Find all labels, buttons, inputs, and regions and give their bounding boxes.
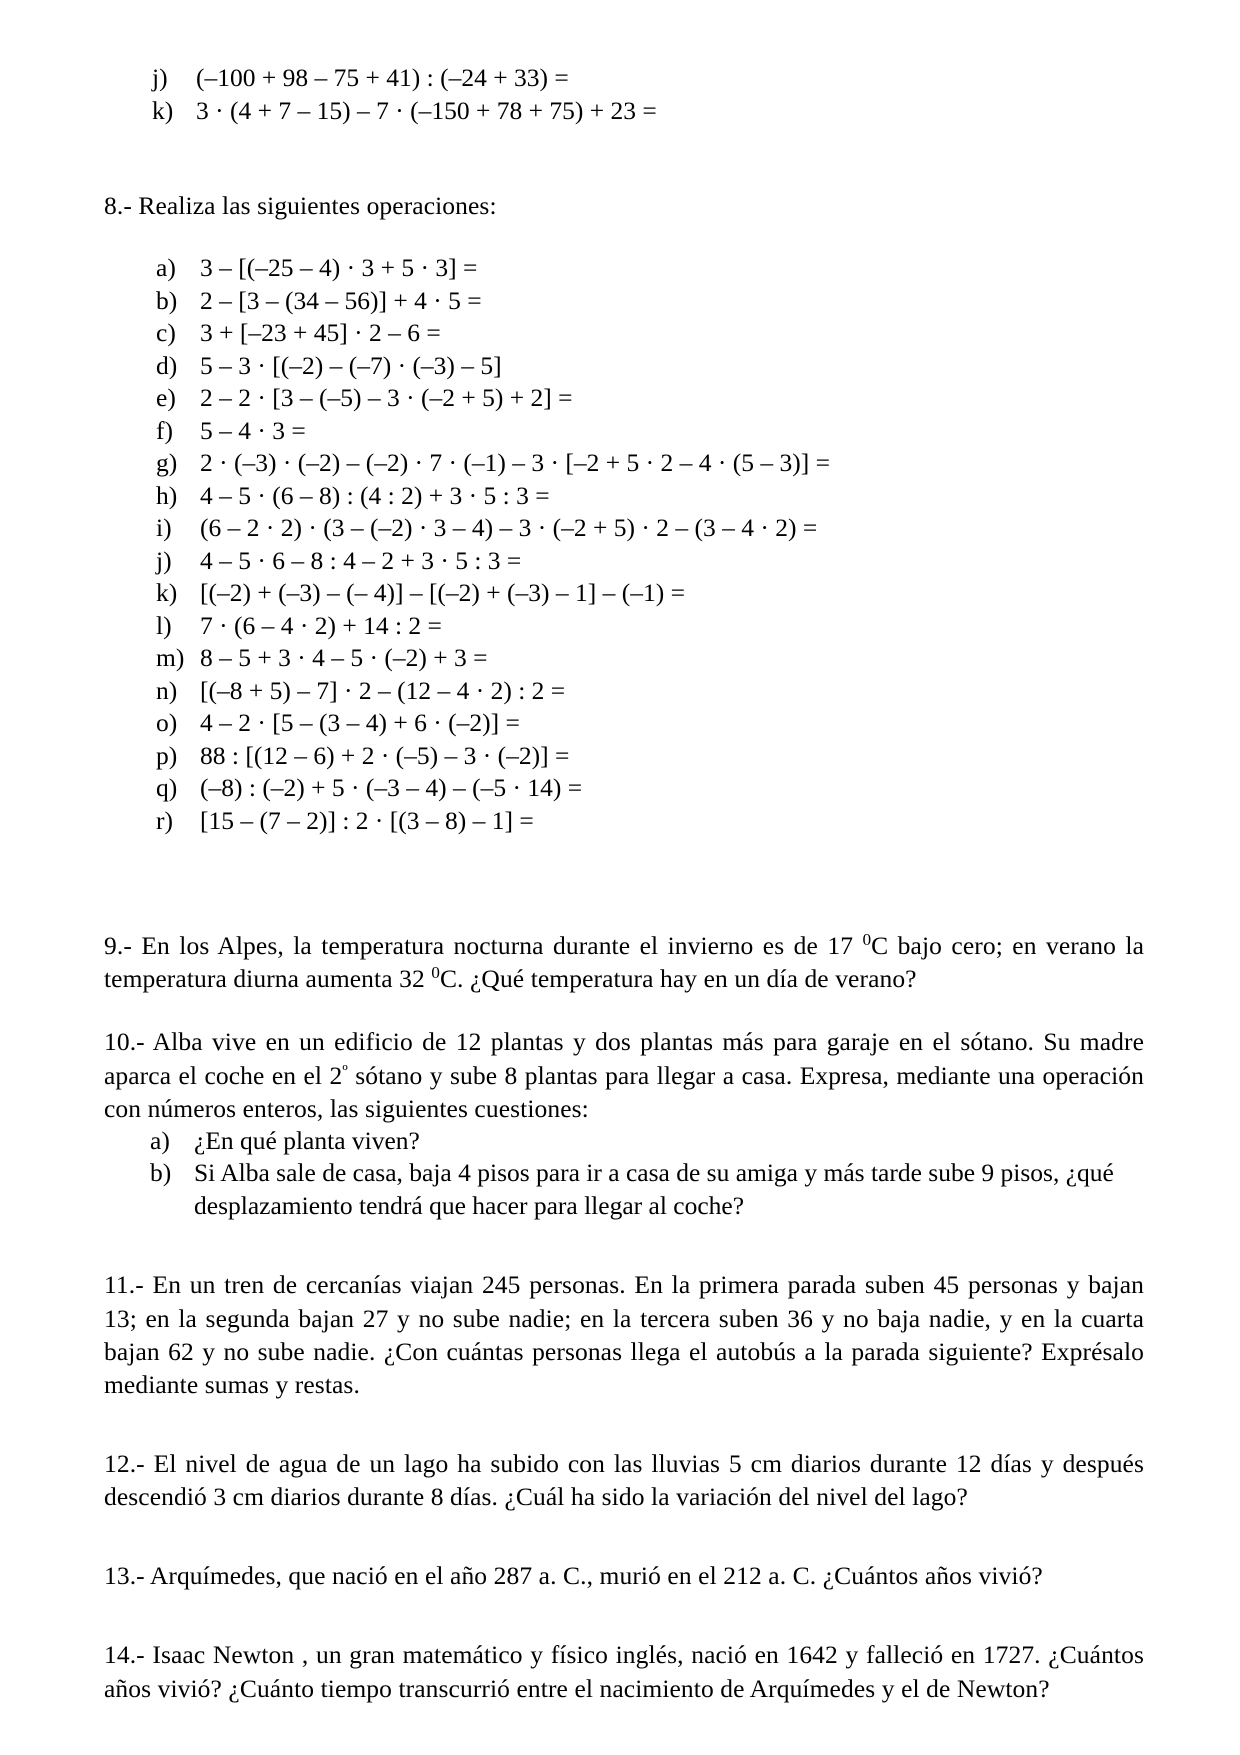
list-item-marker: b) [156, 285, 178, 315]
list-item [150, 1157, 1144, 1222]
exercise-9-part1: 9.- En los Alpes, la temperatura nocturna durante el invierno es de 17 [104, 931, 863, 961]
spacer [104, 837, 1144, 899]
list-item [156, 772, 1144, 805]
list-item-text: 3 – [(–25 – 4) · 3 + 5 · 3] = [200, 253, 478, 283]
list-item-marker: k) [152, 95, 174, 125]
exercise-10-item-list [104, 1125, 1144, 1223]
list-item [156, 285, 1144, 318]
list-item-text: 4 – 2 · [5 – (3 – 4) + 6 · (–2)] = [200, 708, 520, 738]
list-item [156, 252, 1144, 285]
list-item-text: [15 – (7 – 2)] : 2 · [(3 – 8) – 1] = [200, 805, 534, 835]
list-item [156, 675, 1144, 708]
list-item-marker: j) [156, 545, 172, 575]
list-item [156, 610, 1144, 643]
list-item-marker: m) [156, 643, 185, 673]
list-item [156, 382, 1144, 415]
ordinal-indicator: º [342, 1061, 348, 1081]
list-item-text: (–100 + 98 – 75 + 41) : (–24 + 33) = [196, 63, 569, 92]
list-item [150, 1125, 1144, 1158]
list-item-text: ¿En qué planta viven? [194, 1125, 420, 1155]
spacer [104, 127, 1144, 189]
list-item [156, 577, 1144, 610]
list-item-marker: o) [156, 708, 178, 738]
list-item-text: 7 · (6 – 4 · 2) + 14 : 2 = [200, 610, 442, 640]
list-item-marker: q) [156, 773, 178, 803]
list-item-marker: l) [156, 610, 172, 640]
spacer [104, 899, 1144, 929]
spacer [104, 995, 1144, 1025]
list-item-text: (–8) : (–2) + 5 · (–3 – 4) – (–5 · 14) = [200, 773, 583, 803]
list-item-text: 3 + [–23 + 45] · 2 – 6 = [200, 318, 441, 348]
list-item [152, 62, 1144, 95]
list-item [156, 317, 1144, 350]
list-item-text: [(–2) + (–3) – (– 4)] – [(–2) + (–3) – 1] – (–1) = [200, 578, 686, 608]
exercise-10-intro [104, 1025, 1144, 1124]
list-item-text: 5 – 3 · [(–2) – (–7) · (–3) – 5] [200, 350, 502, 380]
spacer [104, 1592, 1144, 1638]
exercise-8-item-list [104, 252, 1144, 837]
list-item [156, 350, 1144, 383]
list-item-marker: a) [150, 1125, 170, 1155]
exercise-9-part2: C bajo cero; en verano la temperatura diurna aumenta 32 [104, 931, 1144, 994]
list-item-marker: r) [156, 805, 173, 835]
list-item-text: (6 – 2 · 2) · (3 – (–2) · 3 – 4) – 3 · (–2 + 5) · 2 – (3 – 4 · 2) = [200, 513, 818, 543]
exercise-11-text: 11.- En un tren de cercanías viajan 245 personas. En la primera parada suben 45 personas y bajan 13; en la segunda bajan 27 y no sube nadie; en la tercera suben 36 y no baja nadie, y en la cuarta bajan 62 y no sube nadie. ¿Con cuántas personas llega el autobús a la parada siguiente? Exprésalo mediante sumas y restas. [104, 1270, 1144, 1399]
list-item [156, 447, 1144, 480]
exercise-14-text: 14.- Isaac Newton , un gran matemático y físico inglés, nació en 1642 y falleció en 1727. ¿Cuántos años vivió? ¿Cuánto tiempo transcurrió entre el nacimiento de Arquímedes y el de Newton? [104, 1640, 1144, 1703]
list-item [152, 95, 1144, 128]
list-item [156, 415, 1144, 448]
list-item-marker: j) [152, 63, 168, 92]
list-item [156, 707, 1144, 740]
list-item-text: 4 – 5 · (6 – 8) : (4 : 2) + 3 · 5 : 3 = [200, 480, 550, 510]
exercise-12-text: 12.- El nivel de agua de un lago ha subido con las lluvias 5 cm diarios durante 12 días y después descendió 3 cm diarios durante 8 días. ¿Cuál ha sido la variación del nivel del lago? [104, 1448, 1144, 1512]
list-item-text: 5 – 4 · 3 = [200, 415, 306, 445]
exercise-10-part1: 10.- Alba vive en un edificio de 12 plantas y dos plantas más para garaje en el sótano. Su madre aparca el coche en el 2 [104, 1027, 1144, 1090]
exercise-8-heading: 8.- Realiza las siguientes operaciones: [104, 191, 497, 220]
exercise-13-text: 13.- Arquímedes, que nació en el año 287 a. C., murió en el 212 a. C. ¿Cuántos años vivió? [104, 1561, 1043, 1591]
list-item-marker: h) [156, 480, 178, 510]
list-item [156, 480, 1144, 513]
degree-symbol: 0 [431, 963, 440, 983]
list-item-text: 2 · (–3) · (–2) – (–2) · 7 · (–1) – 3 · [–2 + 5 · 2 – 4 · (5 – 3)] = [200, 448, 830, 478]
list-item [156, 545, 1144, 578]
list-item-marker: i) [156, 513, 172, 543]
list-item [156, 642, 1144, 675]
list-item-marker: b) [150, 1158, 172, 1188]
list-item-marker: a) [156, 253, 176, 283]
list-item [156, 805, 1144, 838]
list-item-marker: c) [156, 318, 176, 348]
list-item [156, 740, 1144, 773]
list-item-text: 2 – [3 – (34 – 56)] + 4 · 5 = [200, 285, 482, 315]
list-item-text: 8 – 5 + 3 · 4 – 5 · (–2) + 3 = [200, 643, 488, 673]
exercise-10-part2: sótano y sube 8 plantas para llegar a casa. Expresa, mediante una operación con números enteros, las siguientes cuestiones: [104, 1060, 1144, 1123]
list-item-marker: d) [156, 350, 178, 380]
spacer [104, 1401, 1144, 1447]
list-item-marker: p) [156, 740, 178, 770]
exercise-9-text [104, 929, 1144, 995]
carryover-item-list [104, 62, 1144, 127]
list-item-marker: e) [156, 383, 176, 413]
list-item-marker: g) [156, 448, 178, 478]
degree-symbol: 0 [862, 930, 872, 950]
exercise-9-part3: C. ¿Qué temperatura hay en un día de verano? [439, 964, 917, 994]
list-item-text: 4 – 5 · 6 – 8 : 4 – 2 + 3 · 5 : 3 = [200, 545, 522, 575]
spacer [104, 222, 1144, 252]
list-item-text: 2 – 2 · [3 – (–5) – 3 · (–2 + 5) + 2] = [200, 383, 573, 413]
spacer [104, 1513, 1144, 1559]
list-item [156, 512, 1144, 545]
list-item-marker: n) [156, 675, 178, 705]
list-item-text: [(–8 + 5) – 7] · 2 – (12 – 4 · 2) : 2 = [200, 675, 566, 705]
list-item-text: Si Alba sale de casa, baja 4 pisos para ir a casa de su amiga y más tarde sube 9 pisos, ¿qué desplazamiento tendrá que hacer para llegar al coche? [194, 1158, 1114, 1220]
list-item-marker: f) [156, 415, 173, 445]
list-item-text: 3 · (4 + 7 – 15) – 7 · (–150 + 78 + 75) + 23 = [196, 95, 657, 125]
list-item-text: 88 : [(12 – 6) + 2 · (–5) – 3 · (–2)] = [200, 740, 570, 770]
list-item-marker: k) [156, 578, 178, 608]
spacer [104, 1222, 1144, 1268]
